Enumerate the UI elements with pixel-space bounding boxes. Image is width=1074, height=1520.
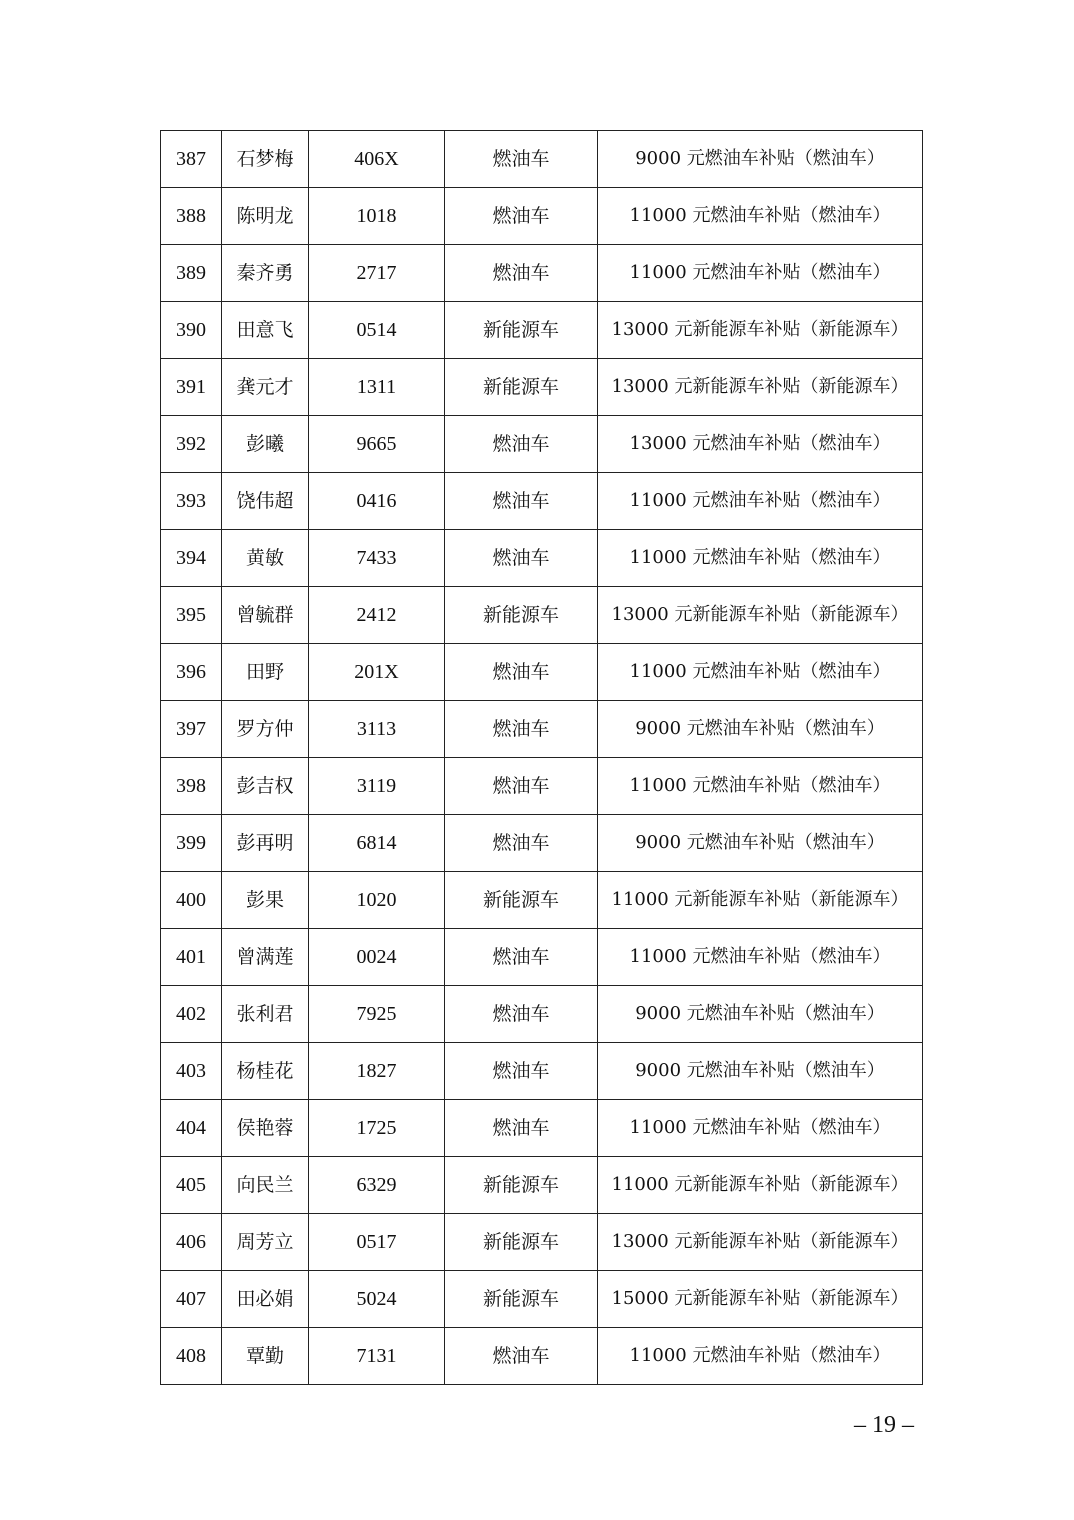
cell-name: 田必娟 [222, 1271, 309, 1328]
cell-id-suffix: 2717 [309, 245, 445, 302]
cell-number: 403 [161, 1043, 222, 1100]
cell-name: 黄敏 [222, 530, 309, 587]
subsidy-table [160, 130, 923, 1385]
table-row [161, 302, 923, 359]
cell-vehicle-type: 燃油车 [445, 131, 598, 188]
cell-name: 彭果 [222, 872, 309, 929]
cell-subsidy: 11000 元新能源车补贴（新能源车） [598, 872, 923, 929]
cell-number: 397 [161, 701, 222, 758]
cell-vehicle-type: 燃油车 [445, 416, 598, 473]
table-row [161, 1157, 923, 1214]
cell-subsidy: 9000 元燃油车补贴（燃油车） [598, 986, 923, 1043]
table-row [161, 473, 923, 530]
cell-name: 罗方仲 [222, 701, 309, 758]
cell-subsidy: 13000 元燃油车补贴（燃油车） [598, 416, 923, 473]
cell-vehicle-type: 新能源车 [445, 302, 598, 359]
cell-vehicle-type: 燃油车 [445, 1100, 598, 1157]
page-number: – 19 – [854, 1412, 914, 1438]
cell-id-suffix: 9665 [309, 416, 445, 473]
cell-number: 390 [161, 302, 222, 359]
table-row [161, 929, 923, 986]
cell-subsidy: 9000 元燃油车补贴（燃油车） [598, 701, 923, 758]
cell-vehicle-type: 燃油车 [445, 986, 598, 1043]
table-row [161, 245, 923, 302]
cell-number: 396 [161, 644, 222, 701]
cell-subsidy: 13000 元新能源车补贴（新能源车） [598, 359, 923, 416]
cell-name: 彭吉权 [222, 758, 309, 815]
cell-vehicle-type: 燃油车 [445, 1328, 598, 1385]
cell-id-suffix: 1311 [309, 359, 445, 416]
cell-name: 饶伟超 [222, 473, 309, 530]
cell-number: 389 [161, 245, 222, 302]
table-row [161, 758, 923, 815]
cell-subsidy: 11000 元燃油车补贴（燃油车） [598, 188, 923, 245]
cell-subsidy: 11000 元燃油车补贴（燃油车） [598, 758, 923, 815]
cell-id-suffix: 7131 [309, 1328, 445, 1385]
cell-name: 曾毓群 [222, 587, 309, 644]
cell-subsidy: 9000 元燃油车补贴（燃油车） [598, 815, 923, 872]
cell-subsidy: 11000 元燃油车补贴（燃油车） [598, 1328, 923, 1385]
cell-number: 401 [161, 929, 222, 986]
cell-number: 405 [161, 1157, 222, 1214]
table-row [161, 188, 923, 245]
cell-name: 田野 [222, 644, 309, 701]
table-row [161, 1214, 923, 1271]
cell-name: 彭再明 [222, 815, 309, 872]
cell-number: 408 [161, 1328, 222, 1385]
cell-vehicle-type: 燃油车 [445, 530, 598, 587]
cell-subsidy: 13000 元新能源车补贴（新能源车） [598, 302, 923, 359]
cell-id-suffix: 6814 [309, 815, 445, 872]
cell-name: 陈明龙 [222, 188, 309, 245]
cell-subsidy: 11000 元燃油车补贴（燃油车） [598, 1100, 923, 1157]
cell-vehicle-type: 新能源车 [445, 587, 598, 644]
cell-number: 404 [161, 1100, 222, 1157]
cell-id-suffix: 2412 [309, 587, 445, 644]
cell-id-suffix: 3113 [309, 701, 445, 758]
cell-vehicle-type: 燃油车 [445, 644, 598, 701]
cell-number: 406 [161, 1214, 222, 1271]
table-row [161, 359, 923, 416]
cell-name: 张利君 [222, 986, 309, 1043]
table-row [161, 986, 923, 1043]
cell-number: 402 [161, 986, 222, 1043]
table-row [161, 815, 923, 872]
cell-name: 龚元才 [222, 359, 309, 416]
cell-id-suffix: 406X [309, 131, 445, 188]
cell-vehicle-type: 燃油车 [445, 701, 598, 758]
cell-number: 400 [161, 872, 222, 929]
table-row [161, 644, 923, 701]
table-row [161, 131, 923, 188]
cell-id-suffix: 7433 [309, 530, 445, 587]
cell-subsidy: 11000 元燃油车补贴（燃油车） [598, 530, 923, 587]
cell-vehicle-type: 燃油车 [445, 929, 598, 986]
cell-vehicle-type: 燃油车 [445, 473, 598, 530]
cell-name: 曾满莲 [222, 929, 309, 986]
table-row [161, 1100, 923, 1157]
cell-number: 395 [161, 587, 222, 644]
cell-id-suffix: 0514 [309, 302, 445, 359]
table-row [161, 587, 923, 644]
cell-id-suffix: 6329 [309, 1157, 445, 1214]
cell-name: 彭曦 [222, 416, 309, 473]
cell-name: 田意飞 [222, 302, 309, 359]
cell-vehicle-type: 新能源车 [445, 1214, 598, 1271]
cell-id-suffix: 3119 [309, 758, 445, 815]
cell-name: 石梦梅 [222, 131, 309, 188]
cell-id-suffix: 0024 [309, 929, 445, 986]
cell-vehicle-type: 新能源车 [445, 872, 598, 929]
cell-vehicle-type: 新能源车 [445, 359, 598, 416]
cell-vehicle-type: 燃油车 [445, 245, 598, 302]
table-row [161, 872, 923, 929]
cell-name: 周芳立 [222, 1214, 309, 1271]
cell-id-suffix: 1725 [309, 1100, 445, 1157]
cell-name: 侯艳蓉 [222, 1100, 309, 1157]
cell-name: 向民兰 [222, 1157, 309, 1214]
table-row [161, 1271, 923, 1328]
table-row [161, 701, 923, 758]
cell-subsidy: 13000 元新能源车补贴（新能源车） [598, 587, 923, 644]
cell-vehicle-type: 新能源车 [445, 1157, 598, 1214]
cell-subsidy: 9000 元燃油车补贴（燃油车） [598, 1043, 923, 1100]
cell-number: 399 [161, 815, 222, 872]
cell-vehicle-type: 燃油车 [445, 815, 598, 872]
cell-id-suffix: 1020 [309, 872, 445, 929]
cell-subsidy: 11000 元燃油车补贴（燃油车） [598, 644, 923, 701]
cell-name: 杨桂花 [222, 1043, 309, 1100]
cell-number: 407 [161, 1271, 222, 1328]
cell-id-suffix: 1827 [309, 1043, 445, 1100]
cell-vehicle-type: 燃油车 [445, 1043, 598, 1100]
cell-id-suffix: 5024 [309, 1271, 445, 1328]
cell-id-suffix: 201X [309, 644, 445, 701]
cell-vehicle-type: 燃油车 [445, 188, 598, 245]
cell-subsidy: 11000 元燃油车补贴（燃油车） [598, 929, 923, 986]
cell-subsidy: 11000 元新能源车补贴（新能源车） [598, 1157, 923, 1214]
cell-number: 387 [161, 131, 222, 188]
cell-name: 覃勤 [222, 1328, 309, 1385]
cell-number: 392 [161, 416, 222, 473]
cell-number: 394 [161, 530, 222, 587]
cell-name: 秦齐勇 [222, 245, 309, 302]
cell-subsidy: 11000 元燃油车补贴（燃油车） [598, 473, 923, 530]
cell-subsidy: 11000 元燃油车补贴（燃油车） [598, 245, 923, 302]
cell-number: 398 [161, 758, 222, 815]
cell-subsidy: 9000 元燃油车补贴（燃油车） [598, 131, 923, 188]
table-row [161, 416, 923, 473]
cell-vehicle-type: 燃油车 [445, 758, 598, 815]
cell-subsidy: 13000 元新能源车补贴（新能源车） [598, 1214, 923, 1271]
table-row [161, 530, 923, 587]
table-row [161, 1328, 923, 1385]
cell-number: 391 [161, 359, 222, 416]
table-body [161, 131, 923, 1385]
table-row [161, 1043, 923, 1100]
cell-id-suffix: 0416 [309, 473, 445, 530]
cell-vehicle-type: 新能源车 [445, 1271, 598, 1328]
cell-number: 388 [161, 188, 222, 245]
cell-id-suffix: 0517 [309, 1214, 445, 1271]
cell-id-suffix: 7925 [309, 986, 445, 1043]
cell-id-suffix: 1018 [309, 188, 445, 245]
cell-number: 393 [161, 473, 222, 530]
cell-subsidy: 15000 元新能源车补贴（新能源车） [598, 1271, 923, 1328]
